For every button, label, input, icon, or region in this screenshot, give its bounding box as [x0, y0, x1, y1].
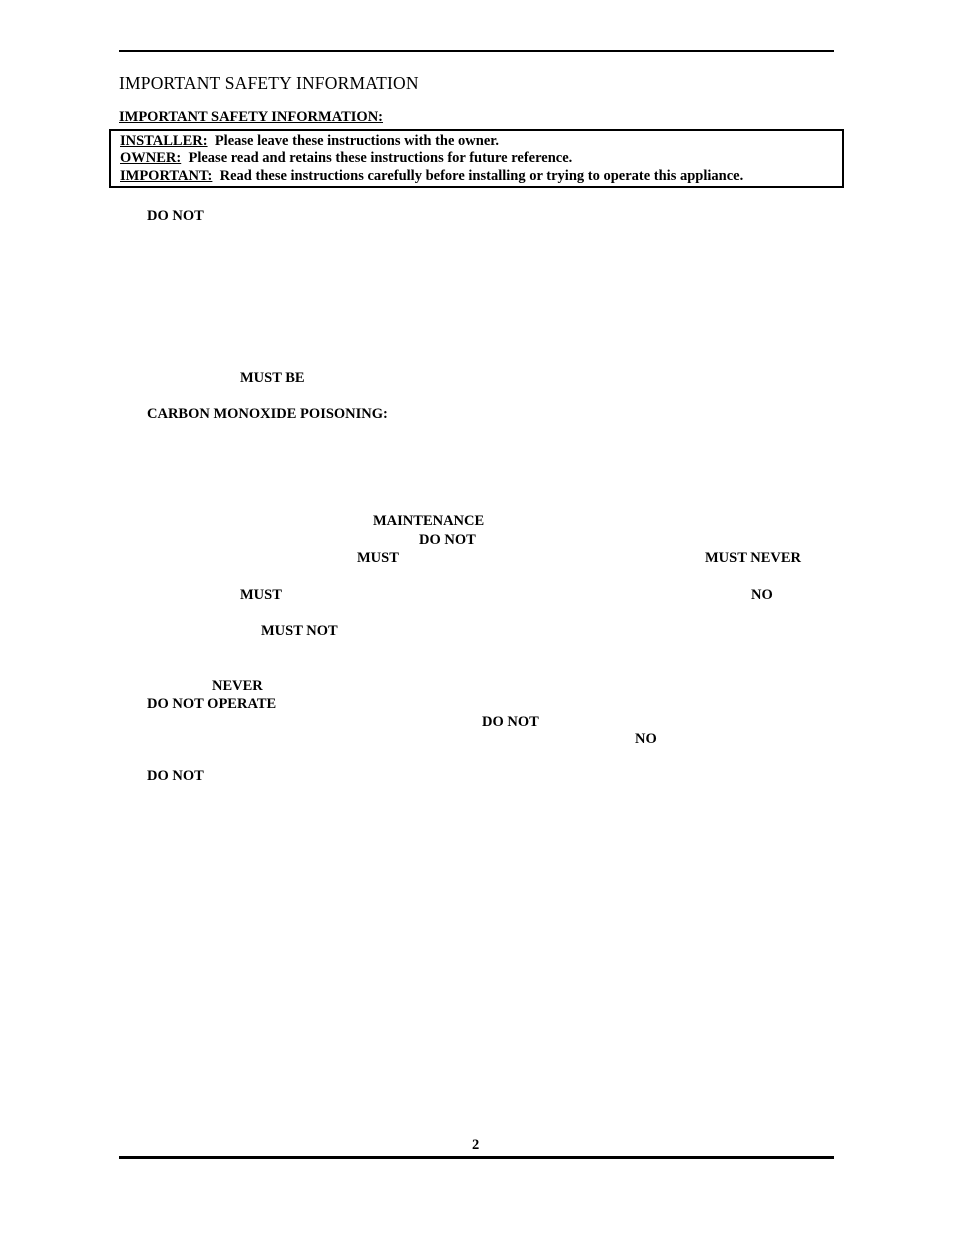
warning-keyword: DO NOT [482, 714, 539, 730]
important-notice [120, 168, 743, 185]
section-heading: IMPORTANT SAFETY INFORMATION: [119, 109, 383, 125]
installer-label: INSTALLER: [120, 133, 208, 149]
owner-label: OWNER: [120, 150, 182, 166]
warning-keyword: MUST [240, 587, 282, 603]
warning-keyword: MUST NOT [261, 623, 338, 639]
warning-keyword: MAINTENANCE [373, 513, 485, 529]
warning-keyword: NEVER [212, 678, 263, 694]
warning-keyword: CARBON MONOXIDE POISONING: [147, 406, 388, 422]
page-title: IMPORTANT SAFETY INFORMATION [119, 73, 419, 93]
warning-keyword: DO NOT [147, 768, 204, 784]
warning-keyword: MUST NEVER [705, 550, 802, 566]
warning-keyword: NO [635, 731, 657, 747]
notice-box [109, 129, 844, 188]
warning-keyword: MUST BE [240, 370, 305, 386]
top-rule [119, 50, 834, 52]
warning-keyword: NO [751, 587, 773, 603]
installer-notice [120, 133, 499, 150]
warning-keyword: MUST [357, 550, 399, 566]
bottom-rule [119, 1156, 834, 1159]
important-label: IMPORTANT: [120, 168, 213, 184]
owner-text: Please read and retains these instructions for future reference. [188, 150, 573, 166]
important-text: Read these instructions carefully before installing or trying to operate this appliance. [219, 168, 744, 184]
warning-keyword: DO NOT OPERATE [147, 696, 277, 712]
warning-keyword: DO NOT [419, 532, 476, 548]
installer-text: Please leave these instructions with the owner. [214, 133, 500, 149]
warning-keyword: DO NOT [147, 208, 204, 224]
owner-notice [120, 150, 572, 167]
page-number: 2 [472, 1137, 480, 1153]
